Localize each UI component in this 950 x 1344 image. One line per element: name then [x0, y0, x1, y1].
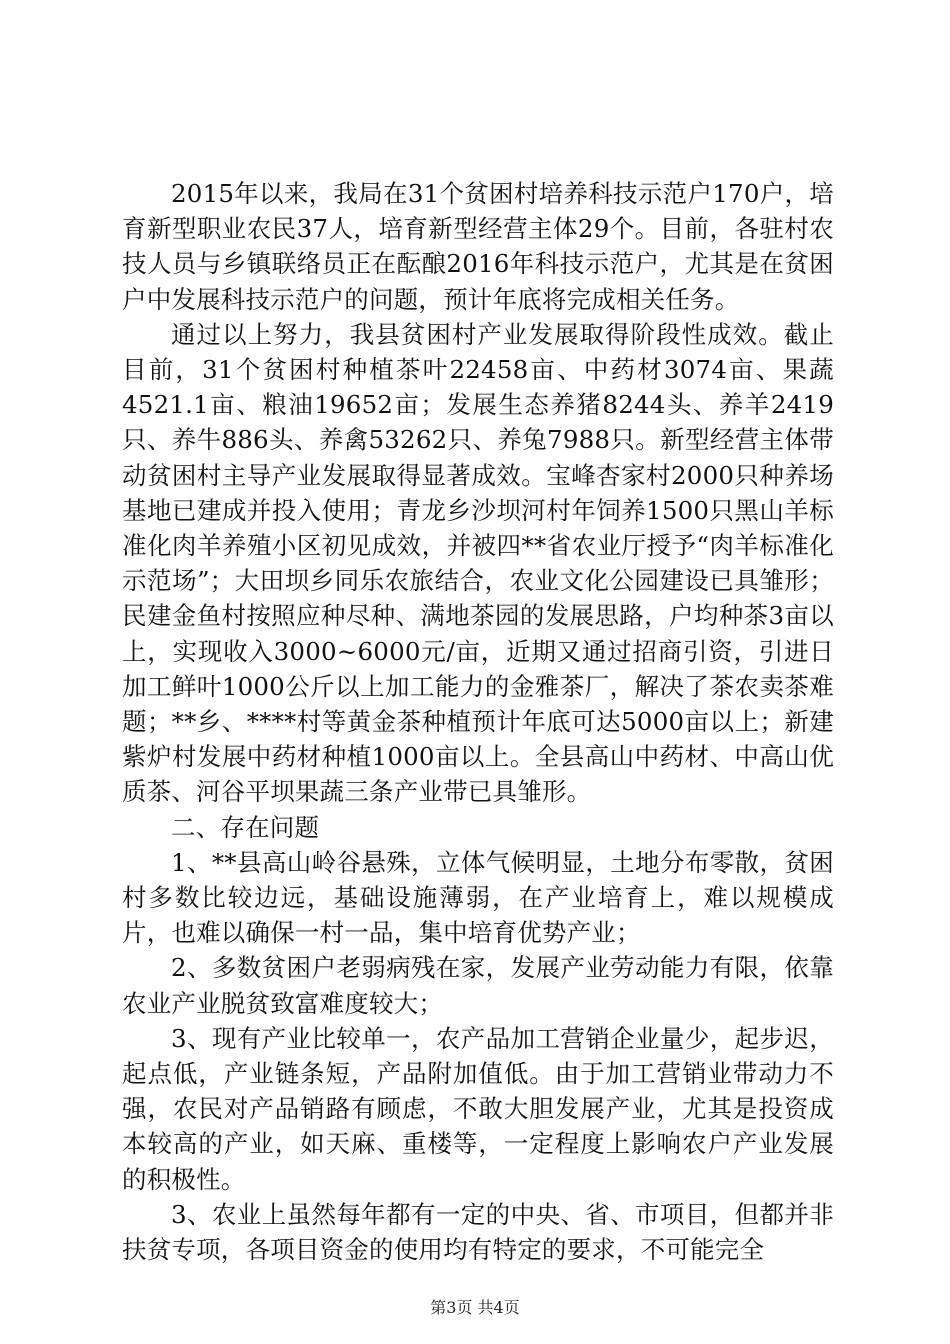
paragraph-problem-1: 1、**县高山岭谷悬殊，立体气候明显，土地分布零散，贫困村多数比较边远，基础设施薄弱，在产业培育上，难以规模成片，也难以确保一村一品，集中培育优势产业；: [122, 847, 834, 948]
section-heading-existing-problems: 二、存在问题: [171, 812, 320, 842]
paragraph-problem-3: 3、现有产业比较单一，农产品加工营销企业量少，起步迟，起点低，产业链条短，产品附加值低。由于加工营销业带动力不强，农民对产品销路有顾虑，不敢大胆发展产业，尤其是投资成本较高的产业，如天麻、重楼等，一定程度上影响农户产业发展的积极性。: [122, 1023, 834, 1194]
paragraph-industry-results: 通过以上努力，我县贫困村产业发展取得阶段性成效。截止目前，31个贫困村种植茶叶22458亩、中药材3074亩、果蔬4521.1亩、粮油19652亩；发展生态养猪8244头、养羊2419只、养牛886头、养禽53262只、养兔7988只。新型经营主体带动贫困村主导产业发展取得显著成效。宝峰杏家村2000只种养场基地已建成并投入使用；青龙乡沙坝河村年饲养1500只黑山羊标准化肉羊养殖小区初见成效，并被四**省农业厅授予“肉羊标准化示范场”；大田坝乡同乐农旅结合，农业文化公园建设已具雏形；民建金鱼村按照应种尽种、满地茶园的发展思路，户均种茶3亩以上，实现收入3000~6000元/亩，近期又通过招商引资，引进日加工鲜叶1000公斤以上加工能力的金雅茶厂，解决了茶农卖茶难题；**乡、****村等黄金茶种植预计年底可达5000亩以上；新建紫炉村发展中药材种植1000亩以上。全县高山中药材、中高山优质茶、河谷平坝果蔬三条产业带已具雏形。: [122, 319, 834, 807]
paragraph-problem-2: 2、多数贫困户老弱病残在家，发展产业劳动能力有限，依靠农业产业脱贫致富难度较大；: [122, 953, 834, 1018]
page-number-footer: 第3页 共4页: [430, 1298, 520, 1317]
paragraph-training-demo-households: 2015年以来，我局在31个贫困村培养科技示范户170户，培育新型职业农民37人，培育新型经营主体29个。目前，各驻村农技人员与乡镇联络员正在酝酿2016年科技示范户，尤其是在贫困户中发展科技示范户的问题，预计年底将完成相关任务。: [122, 179, 834, 314]
paragraph-problem-3b: 3、农业上虽然每年都有一定的中央、省、市项目，但都并非扶贫专项，各项目资金的使用均有特定的要求，不可能完全: [122, 1199, 834, 1265]
document-body: [122, 176, 834, 1267]
